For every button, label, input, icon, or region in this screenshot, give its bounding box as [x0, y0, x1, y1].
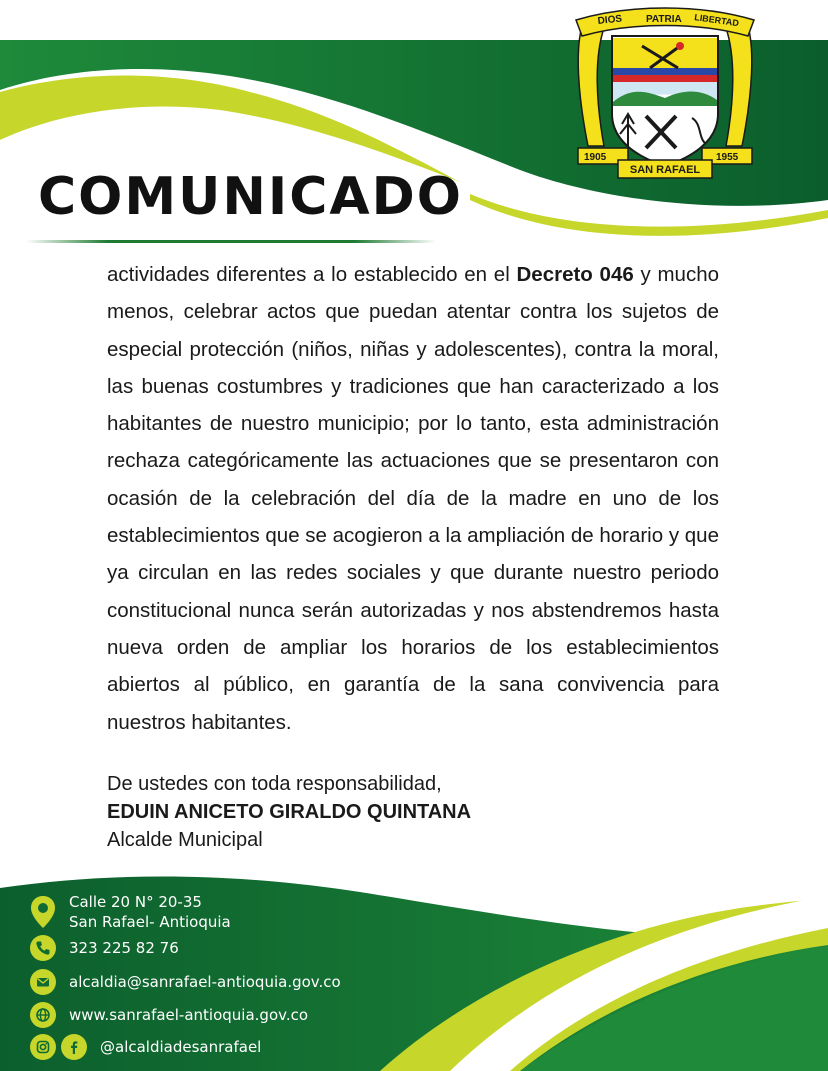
- signer-role: Alcalde Municipal: [107, 829, 263, 851]
- crest-motto-libertad: LIBERTAD: [693, 12, 740, 29]
- body-paragraph: [107, 256, 719, 741]
- crest-name: SAN RAFAEL: [629, 164, 701, 176]
- crest-motto-dios: DIOS: [597, 13, 623, 27]
- closing-line: De ustedes con toda responsabilidad,: [107, 773, 442, 795]
- address-line-2: San Rafael- Antioquia: [69, 913, 231, 931]
- crest-motto-patria: PATRIA: [646, 14, 682, 25]
- facebook-icon[interactable]: [61, 1034, 87, 1060]
- body-text-before: actividades diferentes a lo establecido en el: [107, 263, 517, 286]
- crest-year-left: 1905: [584, 152, 607, 163]
- decree-reference: Decreto 046: [516, 263, 634, 286]
- contact-email: [30, 969, 341, 995]
- contact-social: [30, 1034, 261, 1060]
- phone-number[interactable]: 323 225 82 76: [69, 939, 179, 957]
- page-title: COMUNICADO: [38, 167, 463, 227]
- municipal-crest-logo: [570, 6, 760, 182]
- website-url[interactable]: www.sanrafael-antioquia.gov.co: [69, 1006, 309, 1024]
- title-divider: [26, 240, 436, 243]
- contact-website: [30, 1002, 308, 1028]
- contact-phone: [30, 935, 179, 961]
- signer-name: EDUIN ANICETO GIRALDO QUINTANA: [107, 801, 472, 823]
- crest-year-right: 1955: [716, 152, 739, 163]
- social-handle[interactable]: @alcaldiadesanrafael: [100, 1038, 262, 1056]
- email-icon: [30, 969, 56, 995]
- phone-icon: [30, 935, 56, 961]
- globe-icon: [30, 1002, 56, 1028]
- contact-address: [30, 892, 231, 932]
- signature-block: [107, 770, 471, 854]
- address-line-1: Calle 20 N° 20-35: [69, 893, 202, 911]
- instagram-icon[interactable]: [30, 1034, 56, 1060]
- email-address[interactable]: alcaldia@sanrafael-antioquia.gov.co: [69, 973, 341, 991]
- body-text-after: y mucho menos, celebrar actos que puedan atentar contra los sujetos de especial protección (niños, niñas y adolescentes), contra la moral, las buenas costumbres y tradiciones que han caracterizado a los habitantes de nuestro municipio; por lo tanto, esta administración rechaza categóricamente las actuaciones que se presentaron con ocasión de la celebración del día de la madre en uno de los establecimientos que se acogieron a la ampliación de horario y que ya circulan en las redes sociales y que durante nuestro periodo constitucional nunca serán autorizadas y nos abstendremos hasta nueva orden de ampliar los horarios de los establecimientos abiertos al público, en garantía de la sana convivencia para nuestros habitantes.: [107, 263, 719, 734]
- location-pin-icon: [30, 895, 56, 929]
